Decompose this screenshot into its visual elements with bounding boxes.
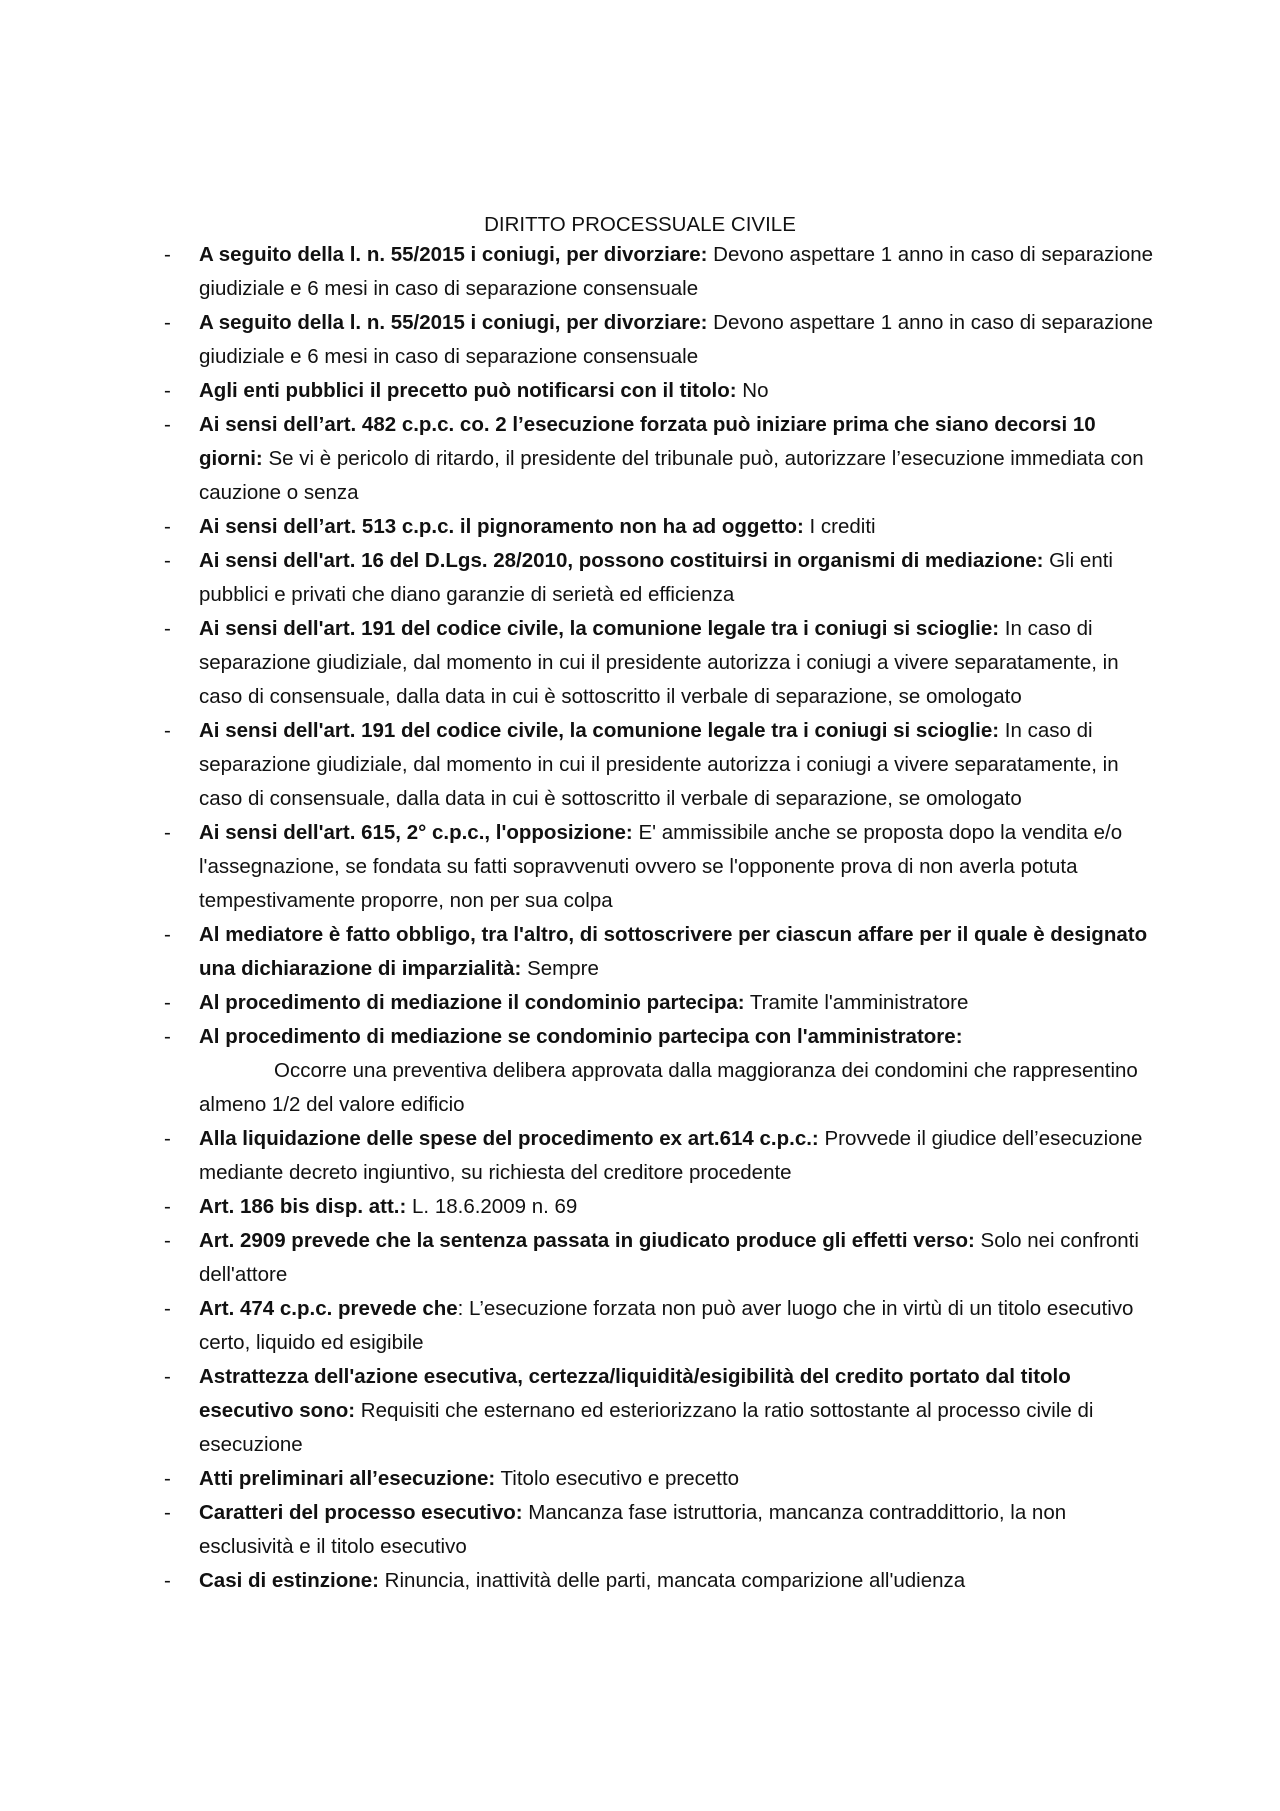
question-text: Ai sensi dell'art. 191 del codice civile, la comunione legale tra i coniugi si scioglie: — [199, 719, 1000, 742]
answer-text: Devono aspettare 1 anno in caso di separazione giudiziale e 6 mesi in caso di separazione consensuale — [199, 311, 1154, 368]
bullet-dash: - — [164, 719, 171, 742]
list-item — [164, 1122, 1164, 1190]
answer-text: Se vi è pericolo di ritardo, il presidente del tribunale può, autorizzare l’esecuzione immediata con cauzione o senza — [199, 447, 1144, 504]
bullet-dash: - — [164, 991, 171, 1014]
list-item — [164, 816, 1164, 918]
bullet-dash: - — [164, 1501, 171, 1524]
answer-text: Sempre — [521, 957, 599, 980]
bullet-dash: - — [164, 1229, 171, 1252]
question-text: A seguito della l. n. 55/2015 i coniugi, per divorziare: — [199, 243, 708, 266]
answer-text: Requisiti che esternano ed esteriorizzano la ratio sottostante al processo civile di esecuzione — [199, 1399, 1094, 1456]
question-text: Al procedimento di mediazione il condominio partecipa: — [199, 991, 745, 1014]
answer-text: Gli enti pubblici e privati che diano garanzie di serietà ed efficienza — [199, 549, 1113, 606]
question-text: Ai sensi dell'art. 191 del codice civile, la comunione legale tra i coniugi si scioglie: — [199, 617, 1000, 640]
list-item — [164, 544, 1164, 612]
list-item — [164, 1462, 1164, 1496]
bullet-dash: - — [164, 1467, 171, 1490]
list-item — [164, 306, 1164, 374]
list-item — [164, 408, 1164, 510]
question-text: Ai sensi dell'art. 615, 2° c.p.c., l'opposizione: — [199, 821, 633, 844]
question-text: Alla liquidazione delle spese del procedimento ex art.614 c.p.c.: — [199, 1127, 819, 1150]
question-text: Art. 2909 prevede che la sentenza passata in giudicato produce gli effetti verso: — [199, 1229, 975, 1252]
list-item — [164, 986, 1164, 1020]
question-text: Al mediatore è fatto obbligo, tra l'altro, di sottoscrivere per ciascun affare per il quale è designato una dichiarazione di imparzialità: — [199, 923, 1148, 980]
bullet-dash: - — [164, 515, 171, 538]
bullet-dash: - — [164, 617, 171, 640]
bullet-dash: - — [164, 1025, 171, 1048]
answer-text: : L’esecuzione forzata non può aver luogo che in virtù di un titolo esecutivo certo, liquido ed esigibile — [199, 1297, 1134, 1354]
answer-text: Mancanza fase istruttoria, mancanza contraddittorio, la non esclusività e il titolo esecutivo — [199, 1501, 1067, 1558]
question-text: Ai sensi dell'art. 16 del D.Lgs. 28/2010, possono costituirsi in organismi di mediazione: — [199, 549, 1044, 572]
answer-text: In caso di separazione giudiziale, dal momento in cui il presidente autorizza i coniugi a vivere separatamente, in caso di consensuale, dalla data in cui è sottoscritto il verbale di separazione, se omologato — [199, 719, 1119, 810]
bullet-dash: - — [164, 1195, 171, 1218]
list-item — [164, 1360, 1164, 1462]
bullet-dash: - — [164, 821, 171, 844]
list-item — [164, 1292, 1164, 1360]
bullet-dash: - — [164, 923, 171, 946]
qa-list — [164, 238, 1164, 1598]
answer-text: Occorre una preventiva delibera approvata dalla maggioranza dei condomini che rappresentino almeno 1/2 del valore edificio — [199, 1059, 1138, 1116]
question-text: Al procedimento di mediazione se condominio partecipa con l'amministratore: — [199, 1025, 963, 1048]
list-item — [164, 238, 1164, 306]
question-text: Agli enti pubblici il precetto può notificarsi con il titolo: — [199, 379, 737, 402]
answer-text: I crediti — [803, 515, 876, 538]
bullet-dash: - — [164, 549, 171, 572]
page-title: DIRITTO PROCESSUALE CIVILE — [484, 213, 796, 236]
answer-text: Tramite l'amministratore — [744, 991, 969, 1014]
answer-text: Rinuncia, inattività delle parti, mancata comparizione all'udienza — [378, 1569, 966, 1592]
question-text: Ai sensi dell’art. 513 c.p.c. il pignoramento non ha ad oggetto: — [199, 515, 804, 538]
list-item — [164, 1564, 1164, 1598]
list-item — [164, 1190, 1164, 1224]
list-item — [164, 1224, 1164, 1292]
answer-text: Solo nei confronti dell'attore — [199, 1229, 1139, 1286]
bullet-dash: - — [164, 413, 171, 436]
question-text: Astrattezza dell'azione esecutiva, certezza/liquidità/esigibilità del credito portato dal titolo esecutivo sono: — [199, 1365, 1071, 1422]
answer-text: E' ammissibile anche se proposta dopo la vendita e/o l'assegnazione, se fondata su fatti sopravvenuti ovvero se l'opponente prova di non averla potuta tempestivamente proporre, non per sua colpa — [199, 821, 1123, 912]
bullet-dash: - — [164, 311, 171, 334]
question-text: A seguito della l. n. 55/2015 i coniugi, per divorziare: — [199, 311, 708, 334]
question-text: Caratteri del processo esecutivo: — [199, 1501, 523, 1524]
answer-text: Provvede il giudice dell’esecuzione mediante decreto ingiuntivo, su richiesta del creditore procedente — [199, 1127, 1143, 1184]
bullet-dash: - — [164, 1297, 171, 1320]
list-item — [164, 714, 1164, 816]
answer-text: Titolo esecutivo e precetto — [495, 1467, 740, 1490]
list-item — [164, 374, 1164, 408]
answer-text: No — [736, 379, 769, 402]
bullet-dash: - — [164, 243, 171, 266]
bullet-dash: - — [164, 1365, 171, 1388]
bullet-dash: - — [164, 379, 171, 402]
answer-text: In caso di separazione giudiziale, dal momento in cui il presidente autorizza i coniugi a vivere separatamente, in caso di consensuale, dalla data in cui è sottoscritto il verbale di separazione, se omologato — [199, 617, 1119, 708]
question-text: Art. 474 c.p.c. prevede che — [199, 1297, 458, 1320]
question-text: Atti preliminari all’esecuzione: — [199, 1467, 496, 1490]
answer-text: Devono aspettare 1 anno in caso di separazione giudiziale e 6 mesi in caso di separazione consensuale — [199, 243, 1154, 300]
question-text: Art. 186 bis disp. att.: — [199, 1195, 407, 1218]
list-item — [164, 1020, 1164, 1122]
bullet-dash: - — [164, 1127, 171, 1150]
list-item — [164, 510, 1164, 544]
list-item — [164, 918, 1164, 986]
bullet-dash: - — [164, 1569, 171, 1592]
question-text: Ai sensi dell’art. 482 c.p.c. co. 2 l’esecuzione forzata può iniziare prima che siano decorsi 10 giorni: — [199, 413, 1096, 470]
list-item — [164, 1496, 1164, 1564]
question-text: Casi di estinzione: — [199, 1569, 379, 1592]
list-item — [164, 612, 1164, 714]
answer-text: L. 18.6.2009 n. 69 — [406, 1195, 578, 1218]
